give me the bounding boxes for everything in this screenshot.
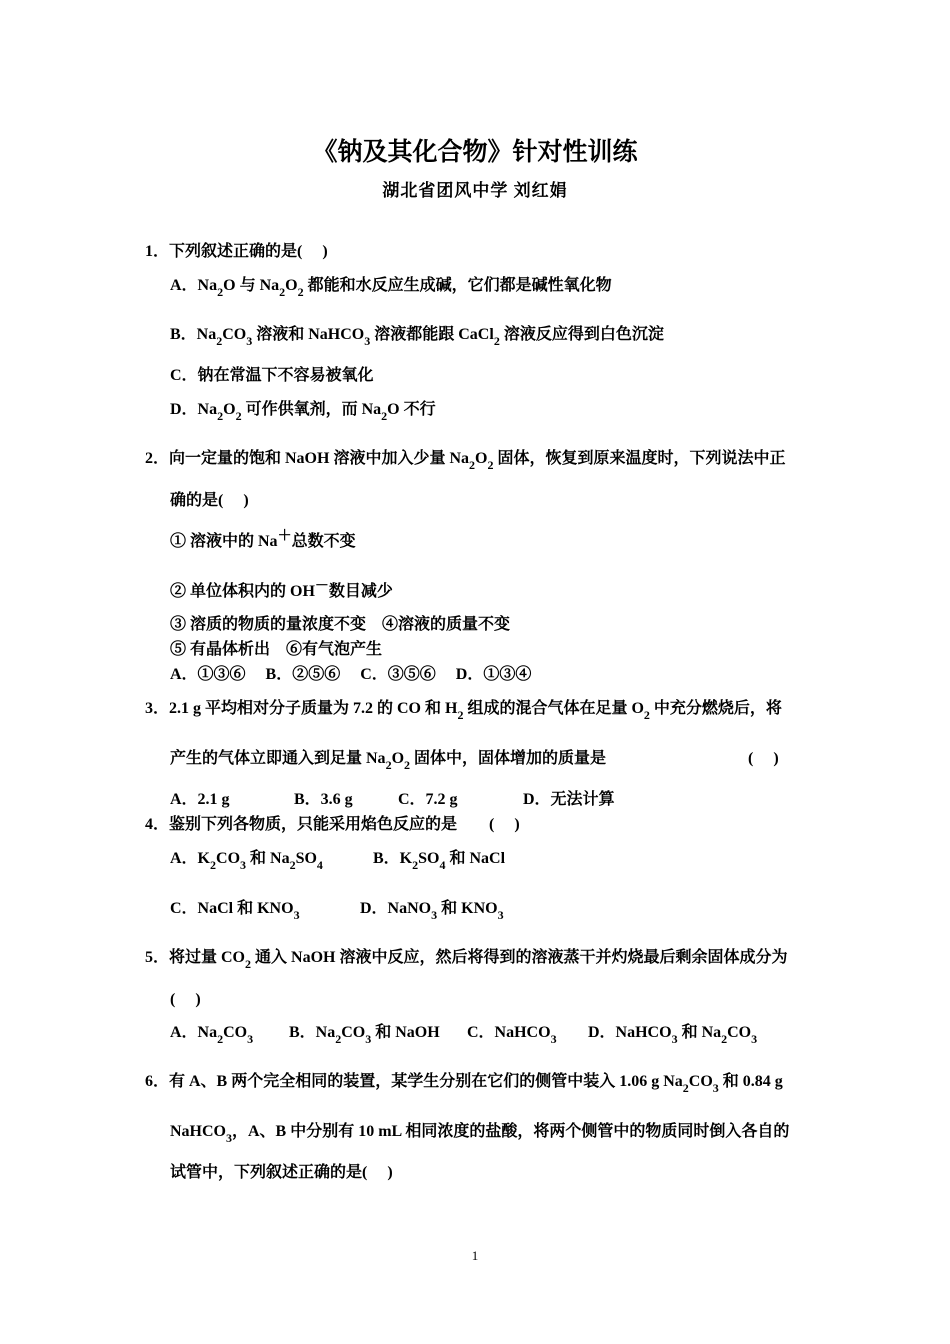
q2-item-3-4: ③ 溶质的物质的量浓度不变 ④溶液的质量不变 [170,616,511,633]
q2-stem-line2: 确的是( ) [170,492,249,509]
q3-stem-line2: 产生的气体立即通入到足量 $Na_2O_2$ 固体中，固体增加的质量是 [170,750,607,772]
q2-stem-line1: 2．向一定量的饱和 NaOH 溶液中加入少量 $Na_2O_2$ 固体，恢复到原来温度时，下列说法中正 [145,450,786,472]
q6-stem-line1: 6．有 A、B 两个完全相同的装置，某学生分别在它们的侧管中装入 1.06 g $Na_2CO_3$ 和 0.84 g [145,1073,783,1095]
author-line: 湖北省团风中学 刘红娟 [382,181,568,200]
q4-option-b: B．$K_2SO_4$ 和 NaCl [373,850,506,872]
q3-stem-line1: 3．2.1 g 平均相对分子质量为 7.2 的 CO 和 $H_2$ 组成的混合气体在足量 $O_2$ 中充分燃烧后，将 [145,700,782,722]
q3-option-a: A．2.1 g [170,791,230,808]
q4-stem: 4．鉴别下列各物质，只能采用焰色反应的是 ( ) [145,816,520,833]
q4-option-a: A．$K_2CO_3$ 和 $Na_2SO_4$ [170,850,323,872]
q5-option-b: B．$Na_2CO_3$ 和 NaOH [289,1024,440,1046]
q5-option-d: D．NaHCO$_3$ 和 $Na_2CO_3$ [588,1024,758,1046]
page-title: 《钠及其化合物》针对性训练 [312,139,638,166]
q4-option-d: D．NaNO$_3$ 和 $KNO_3$ [360,900,504,922]
q3-option-b: B．3.6 g [294,791,353,808]
q5-answer-paren: ( ) [170,991,201,1008]
page-number: 1 [471,1248,479,1263]
q5-option-a: A．$Na_2CO_3$ [170,1024,254,1046]
q3-answer-paren: ( ) [748,750,779,767]
q2-item-1: ① 溶液中的 Na＋总数不变 [170,529,356,550]
q1-option-c: C．钠在常温下不容易被氧化 [170,367,374,384]
q6-stem-line2: NaHCO$_3$，A、B 中分别有 10 mL 相同浓度的盐酸，将两个侧管中的物质同时倒入各自的 [170,1123,790,1145]
q6-stem-line3: 试管中，下列叙述正确的是( ) [170,1164,393,1181]
q2-item-5-6: ⑤ 有晶体析出 ⑥有气泡产生 [170,641,383,658]
q3-option-c: C．7.2 g [398,791,458,808]
q2-options: A．①③⑥ B．②⑤⑥ C．③⑤⑥ D．①③④ [170,666,532,683]
q5-stem-line1: 5．将过量 $CO_2$ 通入 NaOH 溶液中反应，然后将得到的溶液蒸干并灼烧最后剩余固体成分为 [145,949,788,971]
q1-stem: 1．下列叙述正确的是( ) [145,243,328,260]
q5-option-c: C．NaHCO$_3$ [467,1024,557,1046]
q1-option-d: D．$Na_2O_2$ 可作供氧剂，而 $Na_2O$ 不行 [170,401,436,423]
q4-option-c: C．NaCl 和 $KNO_3$ [170,900,300,922]
q1-option-a: A．$Na_2O$ 与 $Na_2O_2$ 都能和水反应生成碱，它们都是碱性氧化物 [170,277,612,299]
q1-option-b: B．$Na_2CO_3$ 溶液和 NaHCO$_3$ 溶液都能跟 CaCl$_2$ 溶液反应得到白色沉淀 [170,326,664,348]
q2-item-2: ② 单位体积内的 OH－数目减少 [170,579,393,600]
q3-option-d: D．无法计算 [523,791,615,808]
